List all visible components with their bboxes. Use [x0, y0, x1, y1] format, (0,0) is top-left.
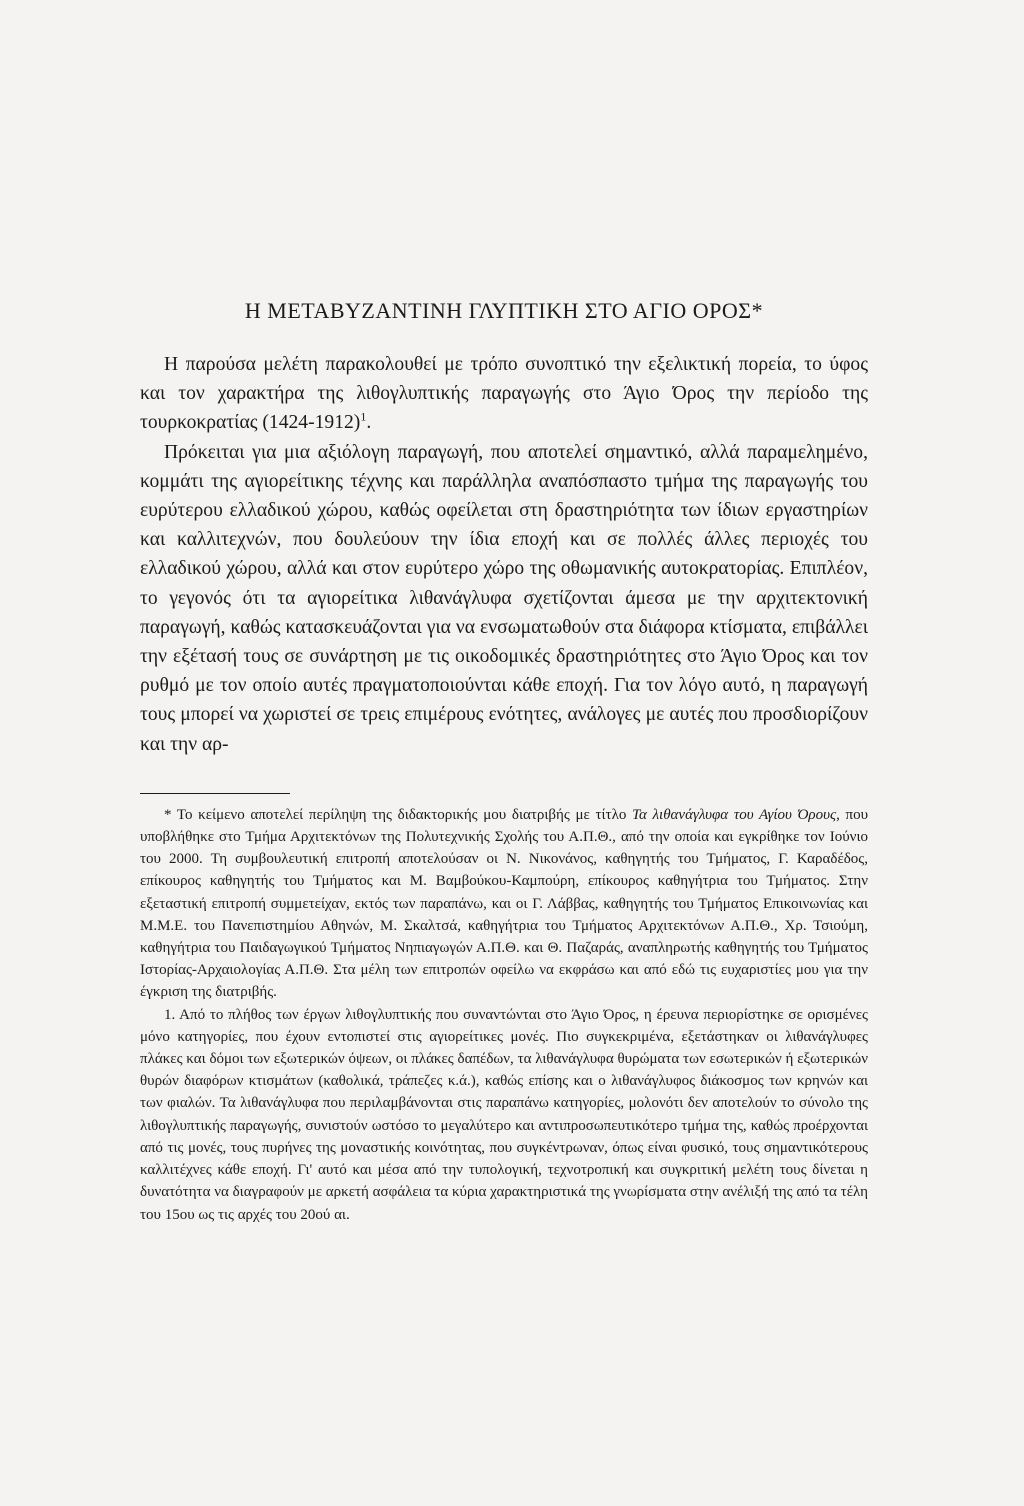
footnote-separator	[140, 793, 290, 794]
footnote-1: 1. Από το πλήθος των έργων λιθογλυπτικής που συναντώνται στο Άγιο Όρος, η έρευνα περιορίστηκε σε ορισμένες μόνο κατηγορίες, που έχουν εντοπιστεί στις αγιορείτικες μονές. Πιο συγκεκριμένα, εξετάστηκαν οι λιθανάγλυφες πλάκες και δόμοι των εξωτερικών όψεων, οι πλάκες δαπέδων, τα λιθανάγλυφα θυρώματα των εσωτερικών ή εξωτερικών θυρών διαφόρων κτισμάτων (καθολικά, τράπεζες κ.ά.), καθώς επίσης και ο λιθανάγλυφος διάκοσμος των κρηνών και των φιαλών. Τα λιθανάγλυφα που περιλαμβάνονται στις παραπάνω κατηγορίες, μολονότι δεν αποτελούν το σύνολο της λιθογλυπτικής παραγωγής, συνιστούν ωστόσο το μεγαλύτερο και αντιπροσωπευτικότερο τμήμα της, καθώς προέρχονται από τις μονές, τους πυρήνες της μοναστικής κοινότητας, που συγκέντρωναν, όπως είναι φυσικό, τους σημαντικότερους καλλιτέχνες κάθε εποχή. Γι' αυτό και μέσα από την τυπολογική, τεχνοτροπική και συγκριτική μελέτη τους δίνεται η δυνατότητα να διαγραφούν με αρκετή ασφάλεια τα κύρια χαρακτηριστικά της γνωρίσματα στην ανέλιξή της από τα τέλη του 15ου ως τις αρχές του 20ού αι.	[140, 1006, 868, 1223]
body-paragraph-2: Πρόκειται για μια αξιόλογη παραγωγή, που αποτελεί σημαντικό, αλλά παραμελημένο, κομμάτι της αγιορείτικης τέχνης και παράλληλα αναπόσπαστο τμήμα της παραγωγής του ευρύτερου ελλαδικού χώρου, καθώς οφείλεται στη δραστηριότητα των ίδιων εργαστηρίων και καλλιτεχνών, που δουλεύουν την ίδια εποχή και σε πολλές άλλες περιοχές του ελλαδικού χώρου, αλλά και στον ευρύτερο χώρο της οθωμανικής αυτοκρατορίας. Επιπλέον, το γεγονός ότι τα αγιορείτικα λιθανάγλυφα σχετίζονται άμεσα με την αρχιτεκτονική παραγωγή, καθώς κατασκευάζονται για να ενσωματωθούν στα διάφορα κτίσματα, επιβάλλει την εξέτασή τους σε συνάρτηση με τις οικοδομικές δραστηριότητες στο Άγιο Όρος και τον ρυθμό με τον οποίο αυτές πραγματοποιούνται κάθε εποχή. Για τον λόγο αυτό, η παραγωγή τους μπορεί να χωριστεί σε τρεις επιμέρους ενότητες, ανάλογες με αυτές που προσδιορίζουν και την αρ-	[140, 441, 868, 755]
thesis-title: Τα λιθανάγλυφα του Αγίου Όρους	[632, 806, 837, 823]
article-title: Η ΜΕΤΑΒΥΖΑΝΤΙΝΗ ΓΛΥΠΤΙΚΗ ΣΤΟ ΑΓΙΟ ΟΡΟΣ*	[244, 298, 764, 323]
footnote-star-text: * Το κείμενο αποτελεί περίληψη της διδακτορικής μου διατριβής με τίτλο	[164, 806, 633, 823]
paragraph-1-text: Η παρούσα μελέτη παρακολουθεί με τρόπο συνοπτικό την εξελικτική πορεία, το ύφος και τον χαρακτήρα της λιθογλυπτικής παραγωγής στο Άγιο Όρος την περίοδο της τουρκοκρατίας (1424-1912)	[140, 354, 868, 434]
page-content	[140, 298, 868, 1226]
footnote-star-text-rest: , που υποβλήθηκε στο Τμήμα Αρχιτεκτόνων της Πολυτεχνικής Σχολής του Α.Π.Θ., από την οποία και εγκρίθηκε τον Ιούνιο του 2000. Τη συμβουλευτική επιτροπή αποτελούσαν οι Ν. Νικονάνος, καθηγητής του Τμήματος, Γ. Καραδέδος, επίκουρος καθηγητής του Τμήματος και Μ. Βαμβούκου-Καμπούρη, επίκουρος καθηγήτρια του Τμήματος. Στην εξεταστική επιτροπή συμμετείχαν, εκτός των παραπάνω, και οι Γ. Λάββας, καθηγητής του Τμήματος Επικοινωνίας και Μ.Μ.Ε. του Πανεπιστημίου Αθηνών, Μ. Σκαλτσά, καθηγήτρια του Τμήματος Αρχιτεκτόνων Α.Π.Θ., Χρ. Τσιούμη, καθηγήτρια του Παιδαγωγικού Τμήματος Νηπιαγωγών Α.Π.Θ. και Θ. Παζαράς, αναπληρωτής καθηγητής του Τμήματος Ιστορίας-Αρχαιολογίας Α.Π.Θ. Στα μέλη των επιτροπών οφείλω να εκφράσω και από εδώ τις ευχαριστίες μου για την έγκριση της διατριβής.	[140, 806, 869, 1001]
footnote-reference-1[interactable]: 1	[360, 409, 367, 424]
body-paragraph-1	[140, 350, 868, 438]
footnotes	[140, 804, 868, 1226]
paragraph-1-end: .	[366, 412, 372, 434]
footnote-star	[140, 804, 868, 1004]
